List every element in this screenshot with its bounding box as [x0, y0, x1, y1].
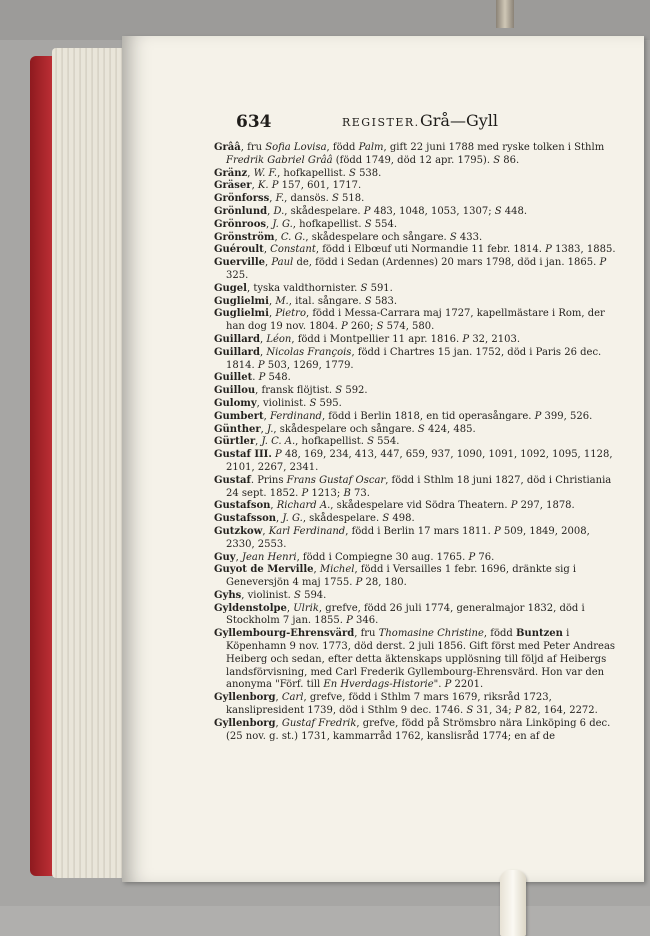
index-entry: Guéroult, Constant, född i Elbœuf uti Normandie 11 febr. 1814. P 1383, 1885. — [214, 244, 616, 256]
index-entry: Guglielmi, M., ital. sångare. S 583. — [214, 295, 398, 307]
index-entry: Günther, J., skådespelare och sångare. S 424, 485. — [214, 423, 476, 435]
index-entry: Gustaf III. P 48, 169, 234, 413, 447, 659, 937, 1090, 1091, 1092, 1095, 1128, 2101, 2267, 2341. — [214, 449, 613, 473]
index-entry: Grönroos, J. G., hofkapellist. S 554. — [214, 218, 398, 230]
index-entry: Guillard, Nicolas François, född i Chartres 15 jan. 1752, död i Paris 26 dec. 1814. P 503, 1269, 1779. — [214, 346, 602, 371]
index-entry: Gyldenstolpe, Ulrik, grefve, född 26 juli 1774, generalmajor 1832, död i Stockholm 7 jan. 1855. P 346. — [214, 602, 585, 627]
background-top — [0, 0, 650, 40]
index-entry: Gugel, tyska valdthornister. S 591. — [214, 282, 393, 294]
index-entry: Gumbert, Ferdinand, född i Berlin 1818, en tid operasångare. P 399, 526. — [214, 410, 593, 422]
index-entry: Grönlund, D., skådespelare. P 483, 1048, 1053, 1307; S 448. — [214, 205, 528, 217]
index-entry: Grönström, C. G., skådespelare och sångare. S 433. — [214, 231, 483, 243]
running-range: Grå—Gyll — [420, 111, 499, 130]
index-entry: Gulomy, violinist. S 595. — [214, 397, 342, 409]
page-header — [236, 110, 616, 134]
index-entry: Gränz, W. F., hofkapellist. S 538. — [214, 167, 382, 179]
index-entry: Gürtler, J. C. A., hofkapellist. S 554. — [214, 436, 400, 448]
index-entry: Gustaf. Prins Frans Gustaf Oscar, född i Sthlm 18 juni 1827, död i Christiania 24 sept. 1852. P 1213; B 73. — [214, 474, 612, 499]
bookmark-ribbon-top — [496, 0, 514, 28]
background-bottom — [0, 906, 650, 936]
index-entry: Grönforss, F., dansös. S 518. — [214, 193, 365, 205]
index-entry: Guerville, Paul de, född i Sedan (Ardennes) 20 mars 1798, död i jan. 1865. P 325. — [214, 257, 607, 281]
index-entry: Guglielmi, Pietro, född i Messa-Carrara maj 1727, kapellmästare i Rom, der han dog 19 nov. 1804. P 260; S 574, 580. — [214, 308, 605, 333]
index-entry: Guy, Jean Henri, född i Compiegne 30 aug. 1765. P 76. — [214, 551, 495, 563]
index-entry: Gyllenborg, Carl, grefve, född i Sthlm 7 mars 1679, riksråd 1723, kanslipresident 1739, död i Sthlm 9 dec. 1746. S 31, 34; P 82, 164, 2272. — [214, 692, 598, 717]
index-entry: Gyllembourg-Ehrensvärd, fru Thomasine Christine, född Buntzen i Köpenhamn 9 nov. 1773, död derst. 2 juli 1856. Gift först med Peter Andreas Heiberg och sedan, efter detta äktenskaps upplösning till följd af Heibergs landsförvisning, med Carl Frederik Gyllembourg-Ehrensvärd. Hon var den anonyma "Förf. till En Hverdags-Historie". P 2201. — [214, 628, 616, 691]
index-entry: Gustafson, Richard A., skådespelare vid Södra Theatern. P 297, 1878. — [214, 500, 575, 512]
bookmark-tab — [500, 870, 526, 936]
index-entry: Gräser, K. P 157, 601, 1717. — [214, 180, 362, 192]
index-entry: Gyhs, violinist. S 594. — [214, 589, 327, 601]
index-entry: Guillard, Léon, född i Montpellier 11 apr. 1816. P 32, 2103. — [214, 333, 521, 345]
index-entry: Guillou, fransk flöjtist. S 592. — [214, 385, 368, 397]
index-entry: Gutzkow, Karl Ferdinand, född i Berlin 17 mars 1811. P 509, 1849, 2008, 2330, 2553. — [214, 525, 590, 550]
index-entry: Gustafsson, J. G., skådespelare. S 498. — [214, 513, 415, 525]
book-page-edges — [52, 48, 132, 878]
running-head: REGISTER. — [342, 116, 420, 129]
page-number: 634 — [236, 112, 272, 132]
index-entry: Grââ, fru Sofia Lovisa, född Palm, gift 22 juni 1788 med ryske tolken i Sthlm Fredrik Gabriel Grââ (född 1749, död 12 apr. 1795). S 86. — [214, 142, 605, 166]
index-entry: Gyllenborg, Gustaf Fredrik, grefve, född på Strömsbro nära Linköping 6 dec. (25 nov. g. st.) 1731, kammarråd 1762, kanslisråd 1774; en af de — [214, 717, 611, 742]
index-entry: Guyot de Merville, Michel, född i Versailles 1 febr. 1696, dränkte sig i Geneversjön 4 maj 1755. P 28, 180. — [214, 564, 577, 589]
index-entry: Guillet. P 548. — [214, 372, 291, 384]
register-entries — [214, 142, 620, 743]
